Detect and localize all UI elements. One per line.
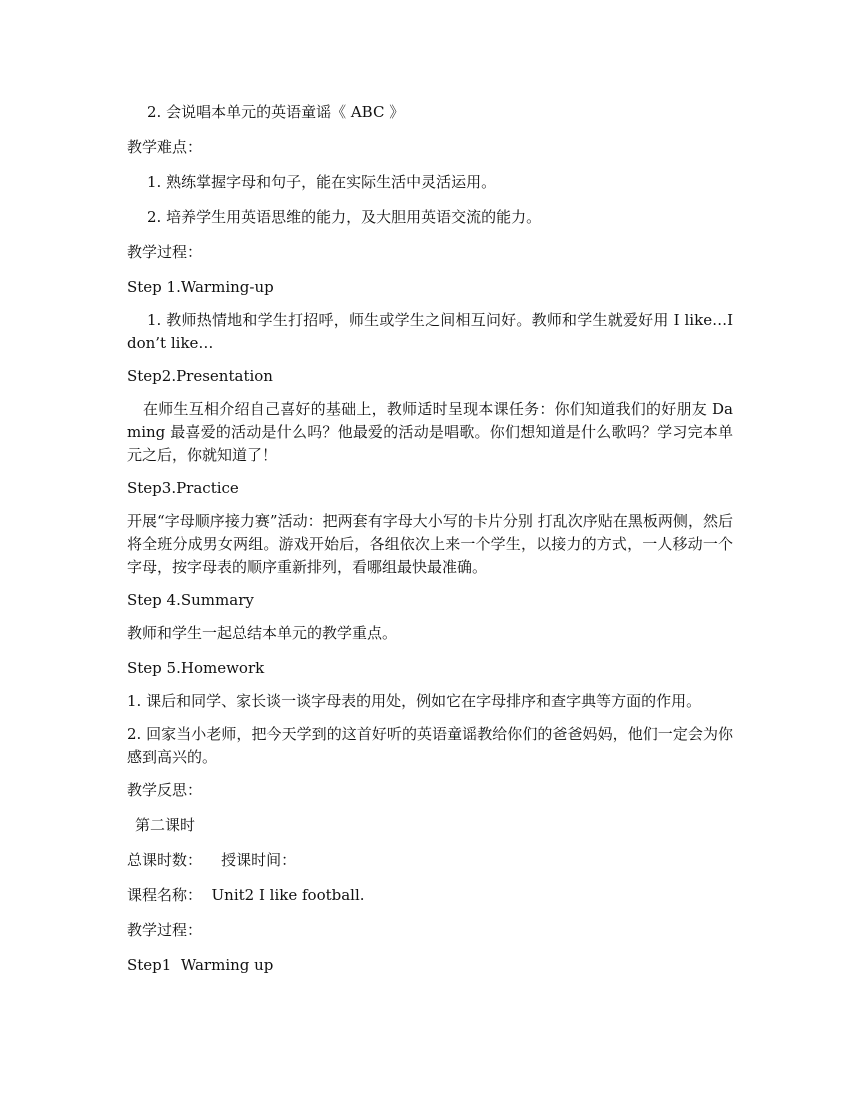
difficulty-heading: 教学难点： (127, 138, 203, 156)
step3-text: 开展“字母顺序接力赛”活动：把两套有字母大小写的卡片分别 打乱次序贴在黑板两侧，然后将全班分成男女两组。游戏开始后，各组依次上来一个学生，以接力的方式，一人移动一个字母，按字母表的顺序重新排列，看哪组最快最准确。 (127, 512, 733, 576)
difficulty-1-text: 1. 熟练掌握字母和句子，能在实际生活中灵活运用。 (147, 173, 497, 191)
difficulty-2-text: 2. 培养学生用英语思维的能力，及大胆用英语交流的能力。 (147, 208, 542, 226)
reflection-heading: 教学反思： (127, 781, 203, 799)
step4-text: 教师和学生一起总结本单元的教学重点。 (127, 624, 398, 642)
homework-2-text: 2. 回家当小老师，把今天学到的这首好听的英语童谣教给你们的爸爸妈妈，他们一定会为你感到高兴的。 (127, 725, 733, 766)
step2-text: 在师生互相介绍自己喜好的基础上，教师适时呈现本课任务：你们知道我们的好朋友 Daming 最喜爱的活动是什么吗？他最爱的活动是唱歌。你们想知道是什么歌吗？学习完本单元之后，你就知道了！ (127, 400, 733, 464)
homework-1-text: 1. 课后和同学、家长谈一谈字母表的用处，例如它在字母排序和查字典等方面的作用。 (127, 692, 702, 710)
process-heading-2: 教学过程： (127, 921, 203, 939)
course-name-line: 课程名称： Unit2 I like football. (127, 886, 365, 904)
document-body (127, 101, 733, 989)
step1-heading: Step 1.Warming-up (127, 278, 274, 296)
process-heading: 教学过程： (127, 243, 203, 261)
step4-heading: Step 4.Summary (127, 591, 254, 609)
step2-heading: Step2.Presentation (127, 367, 273, 385)
goal-2-text: 2. 会说唱本单元的英语童谣《 ABC 》 (147, 103, 405, 121)
step1-text: 1. 教师热情地和学生打招呼，师生或学生之间相互问好。教师和学生就爱好用 I like…I don’t like… (127, 311, 733, 352)
lesson-2-heading: 第二课时 (135, 816, 196, 834)
step3-heading: Step3.Practice (127, 479, 239, 497)
step5-heading: Step 5.Homework (127, 659, 265, 677)
step1-warming-up-heading: Step1 Warming up (127, 956, 274, 974)
lesson-hours-line: 总课时数： 授课时间： (127, 851, 297, 869)
